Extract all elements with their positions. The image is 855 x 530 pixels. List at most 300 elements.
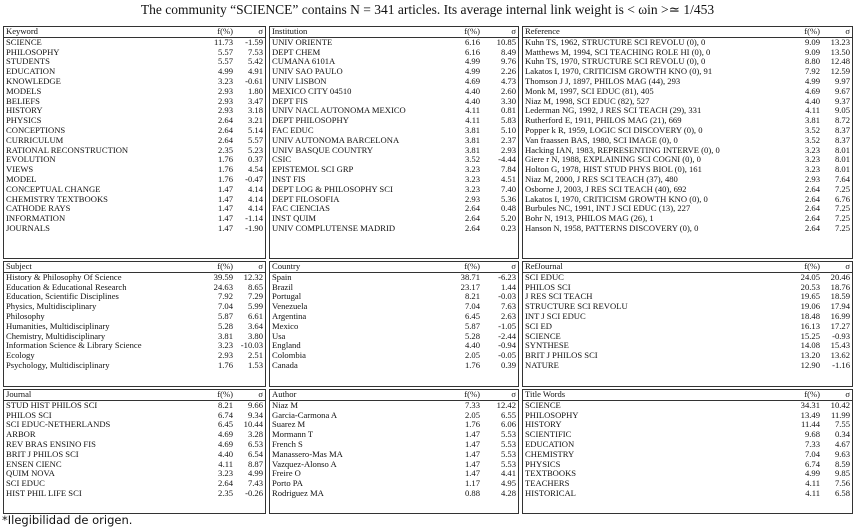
sigma-cell: 8.01 [834,145,850,155]
row-label: SCI EDUC-NETHERLANDS [6,420,111,430]
sigma-cell: 8.37 [834,135,850,145]
frequency-cell: 1.17 [464,479,480,489]
table-row [270,97,518,107]
table-row [523,302,852,312]
table-row [523,146,852,156]
frequency-cell: 1.76 [217,174,233,184]
sigma-cell: 2.93 [500,145,516,155]
table-row [523,214,852,224]
sigma-cell: 6.55 [500,410,516,420]
frequency-cell: 8.21 [464,292,480,302]
frequency-cell: 3.23 [464,184,480,194]
tables-grid [3,26,853,514]
sigma-cell: 4.91 [247,67,263,77]
frequency-cell: 3.23 [804,155,820,165]
column-header-name: Title Words [523,390,786,400]
column-header-name: Keyword [4,27,199,37]
row-label: Rodriguez MA [272,488,324,498]
table-header-row [270,390,518,400]
row-label: Burbules NC, 1991, INT J SCI EDUC (13), 227 [525,204,691,214]
sigma-cell: 8.65 [247,282,263,292]
sigma-cell: 9.63 [834,449,850,459]
frequency-cell: 4.11 [465,106,480,116]
table-row [4,341,265,351]
table-header-row [4,27,265,37]
row-label: UNIV COMPLUTENSE MADRID [272,223,396,233]
sigma-cell: 4.14 [247,204,263,214]
row-label: Lakatos I, 1970, CRITICISM GROWTH KNO (0), 91 [525,67,713,77]
sigma-cell: 7.53 [247,47,263,57]
frequency-cell: 39.59 [213,272,233,282]
sigma-cell: 5.42 [247,57,263,67]
row-label: ARBOR [6,430,36,440]
table-row [523,341,852,351]
table-row [523,351,852,361]
table-row [4,204,265,214]
row-label: History & Philosophy Of Science [6,272,122,282]
row-label: Thomson J J, 1897, PHILOS MAG (44), 293 [525,76,681,86]
frequency-cell: 3.23 [464,165,480,175]
row-label: Matthews M, 1994, SCI TEACHING ROLE HI (0), 0 [525,47,711,57]
sigma-cell: 4.67 [834,439,850,449]
row-label: Monk M, 1997, SCI EDUC (81), 405 [525,86,654,96]
table-row [270,106,518,116]
sigma-cell: 1.80 [247,86,263,96]
column-header-sigma: σ [822,27,852,37]
frequency-cell: 34.31 [800,400,820,410]
sigma-cell: 7.29 [247,292,263,302]
table-row [270,155,518,165]
table-keyword [3,26,266,259]
row-label: INST QUIM [272,214,317,224]
sigma-cell: 7.25 [834,223,850,233]
sigma-cell: 9.97 [834,76,850,86]
table-row [523,283,852,293]
frequency-cell: 5.87 [464,321,480,331]
sigma-cell: 10.42 [830,400,850,410]
sigma-cell: 4.28 [500,488,516,498]
frequency-cell: 4.11 [805,479,820,489]
row-label: Colombia [272,351,306,361]
frequency-cell: 14.08 [800,341,820,351]
table-row [270,322,518,332]
sigma-cell: 3.47 [247,96,263,106]
table-row [270,48,518,58]
table-journal [3,389,266,514]
row-label: Information Science & Library Science [6,341,142,351]
frequency-cell: 24.05 [800,272,820,282]
row-label: BELIEFS [6,96,40,106]
frequency-cell: 3.81 [804,116,820,126]
table-row [270,312,518,322]
row-label: Suarez M [272,420,306,430]
sigma-cell: 5.36 [500,194,516,204]
table-row [523,479,852,489]
sigma-cell: 8.72 [834,116,850,126]
table-row [523,224,852,234]
frequency-cell: 16.13 [800,321,820,331]
row-label: Kuhn TS, 1962, STRUCTURE SCI REVOLU (0), 0 [525,37,706,47]
sigma-cell: 1.53 [247,360,263,370]
table-row [4,97,265,107]
table-row [523,204,852,214]
table-row [270,361,518,371]
table-row [270,460,518,470]
sigma-cell: 7.64 [834,174,850,184]
frequency-cell: 1.76 [217,360,233,370]
frequency-cell: 7.92 [217,292,233,302]
sigma-cell: 7.84 [500,165,516,175]
row-label: PHYSICS [525,459,561,469]
frequency-cell: 1.47 [464,459,480,469]
column-header-sigma: σ [822,262,852,272]
row-label: UNIV AUTONOMA BARCELONA [272,135,400,145]
sigma-cell: -1.05 [498,321,516,331]
sigma-cell: 12.59 [830,67,850,77]
sigma-cell: 5.14 [247,125,263,135]
table-row [4,420,265,430]
table-row [270,146,518,156]
frequency-cell: 6.45 [464,311,480,321]
sigma-cell: 7.25 [834,204,850,214]
table-row [270,175,518,185]
table-row [4,460,265,470]
column-header-frequency: f(%) [199,262,235,272]
table-row [523,420,852,430]
table-row [270,283,518,293]
table-row [523,57,852,67]
frequency-cell: 3.81 [464,125,480,135]
sigma-cell: 3.28 [247,430,263,440]
frequency-cell: 19.65 [800,292,820,302]
table-row [4,292,265,302]
frequency-cell: 2.05 [464,410,480,420]
frequency-cell: 7.92 [804,67,820,77]
row-label: Bohr N, 1913, PHILOS MAG (26), 1 [525,214,654,224]
column-header-sigma: σ [482,390,518,400]
table-row [270,224,518,234]
page-title: The community “SCIENCE” contains N = 341 articles. Its average internal link weight is < ωin >≃ 1/453 [140,2,715,17]
frequency-cell: 5.57 [217,57,233,67]
frequency-cell: 2.93 [217,351,233,361]
table-row [4,214,265,224]
sigma-cell: -10.03 [240,341,263,351]
sigma-cell: 0.37 [247,155,263,165]
table-row [4,87,265,97]
frequency-cell: 4.40 [804,96,820,106]
sigma-cell: 0.34 [834,430,850,440]
frequency-cell: 2.93 [217,106,233,116]
sigma-cell: 13.23 [830,37,850,47]
table-row [4,155,265,165]
sigma-cell: 5.57 [247,135,263,145]
row-label: INST FIS [272,174,306,184]
table-row [523,185,852,195]
frequency-cell: 5.57 [217,47,233,57]
frequency-cell: 1.47 [217,214,233,224]
row-label: Chemistry, Multidisciplinary [6,331,106,341]
column-header-frequency: f(%) [438,27,482,37]
frequency-cell: 2.64 [804,184,820,194]
sigma-cell: 4.73 [500,76,516,86]
sigma-cell: 9.76 [500,57,516,67]
sigma-cell: 7.40 [500,184,516,194]
column-header-name: Institution [270,27,438,37]
table-header-row [523,262,852,272]
table-row [270,195,518,205]
row-label: EDUCATION [525,439,575,449]
row-label: Niaz M, 2000, J RES SCI TEACH (37), 480 [525,174,678,184]
frequency-cell: 18.48 [800,311,820,321]
row-label: Venezuela [272,302,308,312]
row-label: SCIENCE [525,400,561,410]
table-row [523,67,852,77]
sigma-cell: -0.61 [245,76,263,86]
row-label: Canada [272,360,298,370]
sigma-cell: 20.46 [830,272,850,282]
frequency-cell: 6.16 [464,37,480,47]
column-header-sigma: σ [822,390,852,400]
sigma-cell: 8.49 [500,47,516,57]
table-row [270,450,518,460]
table-row [4,195,265,205]
row-label: CHEMISTRY [525,449,575,459]
table-row [523,489,852,499]
table-row [523,87,852,97]
table-row [4,479,265,489]
table-row [4,37,265,47]
table-row [4,272,265,282]
frequency-cell: 2.93 [217,86,233,96]
row-label: CATHODE RAYS [6,204,71,214]
frequency-cell: 1.76 [217,165,233,175]
row-label: EDUCATION [6,67,56,77]
row-label: BRIT J PHILOS SCI [525,351,598,361]
sigma-cell: 7.55 [834,420,850,430]
frequency-cell: 4.99 [804,469,820,479]
row-label: SYNTHESE [525,341,569,351]
row-label: PHILOS SCI [525,282,571,292]
row-label: STRUCTURE SCI REVOLU [525,302,628,312]
row-label: MODEL [6,174,37,184]
sigma-cell: 3.21 [247,116,263,126]
frequency-cell: 2.64 [804,214,820,224]
frequency-cell: 4.69 [217,439,233,449]
table-row [270,440,518,450]
frequency-cell: 2.64 [464,214,480,224]
sigma-cell: 13.62 [830,351,850,361]
frequency-cell: 3.23 [217,341,233,351]
row-label: CONCEPTUAL CHANGE [6,184,101,194]
row-label: Van fraassen BAS, 1980, SCI IMAGE (0), 0 [525,135,678,145]
frequency-cell: 2.64 [804,204,820,214]
frequency-cell: 12.90 [800,360,820,370]
column-header-sigma: σ [482,27,518,37]
row-label: STUDENTS [6,57,50,67]
sigma-cell: 9.67 [834,86,850,96]
table-row [4,48,265,58]
sigma-cell: 5.99 [247,302,263,312]
table-header-row [4,262,265,272]
row-label: STUD HIST PHILOS SCI [6,400,98,410]
row-label: French S [272,439,303,449]
frequency-cell: 2.93 [464,194,480,204]
row-label: JOURNALS [6,223,50,233]
sigma-cell: 7.63 [500,302,516,312]
frequency-cell: 6.45 [217,420,233,430]
column-header-frequency: f(%) [786,27,822,37]
row-label: CONCEPTIONS [6,125,66,135]
sigma-cell: 5.10 [500,125,516,135]
sigma-cell: -0.93 [832,331,850,341]
frequency-cell: 1.47 [217,223,233,233]
frequency-cell: 2.64 [464,204,480,214]
table-row [270,136,518,146]
frequency-cell: 2.64 [217,125,233,135]
row-label: REV BRAS ENSINO FIS [6,439,96,449]
column-header-frequency: f(%) [438,262,482,272]
table-row [4,126,265,136]
frequency-cell: 7.04 [217,302,233,312]
table-header-row [4,390,265,400]
table-institution [269,26,519,259]
frequency-cell: 11.44 [800,420,820,430]
table-row [523,400,852,410]
table-row [270,411,518,421]
row-label: Spain [272,272,292,282]
sigma-cell: -0.26 [245,488,263,498]
row-label: CURRICULUM [6,135,64,145]
frequency-cell: 4.40 [464,96,480,106]
table-row [270,57,518,67]
table-row [270,489,518,499]
row-label: Education, Scientific Disciplines [6,292,119,302]
frequency-cell: 7.33 [464,400,480,410]
sigma-cell: 15.43 [830,341,850,351]
sigma-cell: 0.81 [500,106,516,116]
table-row [523,450,852,460]
sigma-cell: 4.14 [247,184,263,194]
sigma-cell: 2.26 [500,67,516,77]
table-row [4,469,265,479]
row-label: Osborne J, 2003, J RES SCI TEACH (40), 692 [525,184,687,194]
table-title-words [522,389,853,514]
frequency-cell: 1.47 [464,439,480,449]
sigma-cell: 3.64 [247,321,263,331]
row-label: SCI EDUC [525,272,564,282]
frequency-cell: 2.64 [464,223,480,233]
table-row [4,67,265,77]
sigma-cell: -0.47 [245,174,263,184]
frequency-cell: 4.40 [217,449,233,459]
frequency-cell: 3.23 [464,174,480,184]
frequency-cell: 2.64 [217,479,233,489]
sigma-cell: -1.16 [832,360,850,370]
row-label: FAC CIENCIAS [272,204,330,214]
table-row [4,322,265,332]
table-row [523,136,852,146]
row-label: RATIONAL RECONSTRUCTION [6,145,129,155]
sigma-cell: 8.59 [834,459,850,469]
sigma-cell: 3.30 [500,96,516,106]
sigma-cell: 2.37 [500,135,516,145]
sigma-cell: 8.37 [834,125,850,135]
row-label: PHILOSOPHY [525,410,579,420]
column-header-frequency: f(%) [786,262,822,272]
sigma-cell: 4.99 [247,469,263,479]
sigma-cell: 3.18 [247,106,263,116]
frequency-cell: 2.64 [217,116,233,126]
table-row [270,37,518,47]
column-header-name: Journal [4,390,199,400]
table-row [270,87,518,97]
frequency-cell: 4.69 [217,430,233,440]
frequency-cell: 2.64 [804,194,820,204]
table-row [270,67,518,77]
sigma-cell: 7.56 [834,479,850,489]
frequency-cell: 1.76 [217,155,233,165]
sigma-cell: 10.44 [243,420,263,430]
frequency-cell: 4.99 [464,67,480,77]
row-label: DEPT PHILOSOPHY [272,116,349,126]
column-header-frequency: f(%) [438,390,482,400]
table-row [270,214,518,224]
frequency-cell: 2.64 [804,223,820,233]
sigma-cell: 0.39 [500,360,516,370]
table-row [270,302,518,312]
frequency-cell: 4.99 [217,67,233,77]
row-label: Giere r N, 1988, EXPLAINING SCI COGNI (0), 0 [525,155,701,165]
frequency-cell: 8.80 [804,57,820,67]
row-label: Education & Educational Research [6,282,127,292]
table-row [4,440,265,450]
sigma-cell: 16.99 [830,311,850,321]
table-row [4,116,265,126]
sigma-cell: 6.76 [834,194,850,204]
frequency-cell: 3.52 [464,155,480,165]
frequency-cell: 38.71 [460,272,480,282]
table-author [269,389,519,514]
column-header-name: RefJournal [523,262,786,272]
sigma-cell: -1.59 [245,37,263,47]
table-row [4,77,265,87]
frequency-cell: 3.81 [217,331,233,341]
row-label: Portugal [272,292,302,302]
sigma-cell: 5.83 [500,116,516,126]
table-row [4,411,265,421]
frequency-cell: 19.06 [800,302,820,312]
table-row [4,361,265,371]
row-label: QUIM NOVA [6,469,55,479]
table-row [4,175,265,185]
table-row [523,97,852,107]
frequency-cell: 0.88 [464,488,480,498]
table-row [523,292,852,302]
table-row [270,185,518,195]
sigma-cell: 0.23 [500,223,516,233]
table-row [270,116,518,126]
row-label: SCI EDUC [6,479,45,489]
sigma-cell: 5.53 [500,449,516,459]
table-row [523,175,852,185]
sigma-cell: 7.25 [834,214,850,224]
sigma-cell: 7.43 [247,479,263,489]
column-header-name: Subject [4,262,199,272]
frequency-cell: 4.11 [805,488,820,498]
row-label: Hanson N, 1958, PATTERNS DISCOVERY (0), 0 [525,223,699,233]
frequency-cell: 3.23 [804,145,820,155]
sigma-cell: 9.34 [247,410,263,420]
